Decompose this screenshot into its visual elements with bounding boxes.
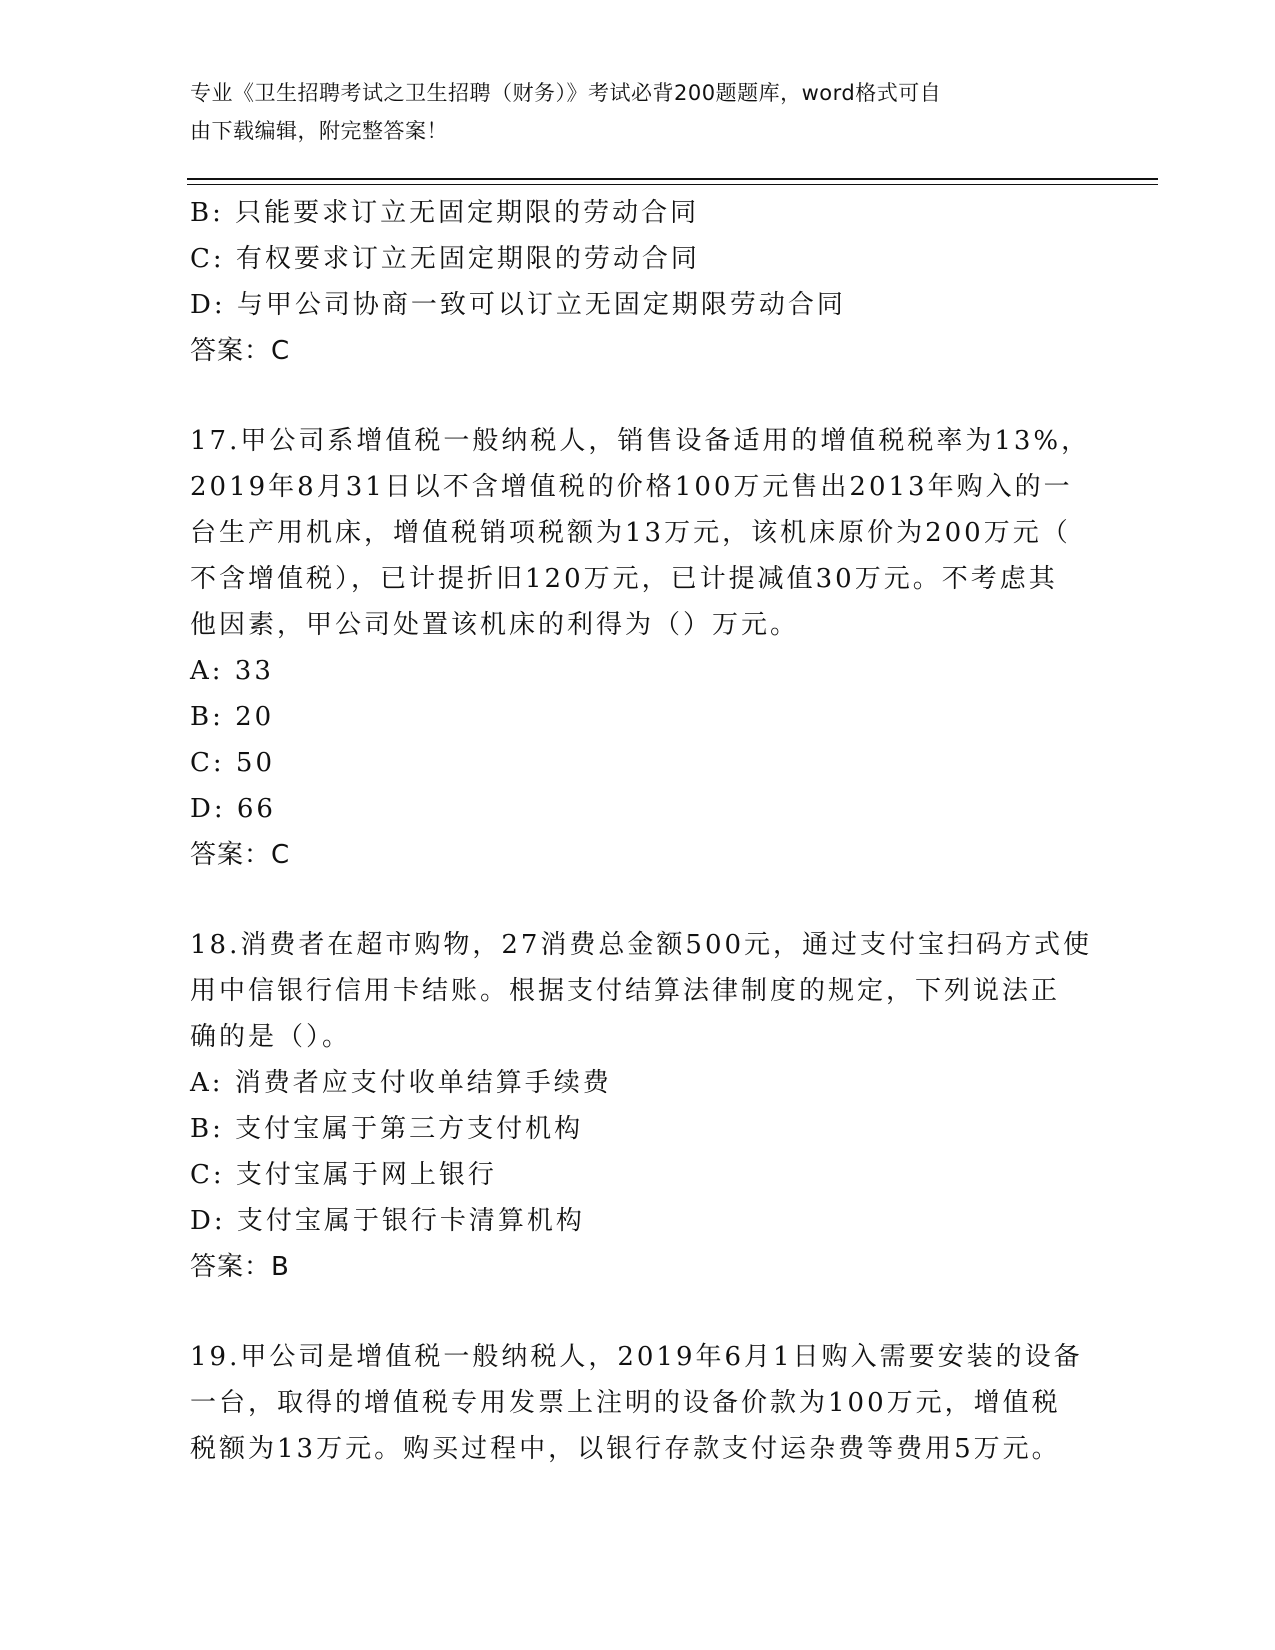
answer: 答案：C <box>190 336 291 366</box>
question-stem-line: 税额为13万元。购买过程中，以银行存款支付运杂费等费用5万元。 <box>190 1434 1061 1464</box>
option-a: A: 33 <box>190 656 274 686</box>
option-b: B: 只能要求订立无固定期限的劳动合同 <box>190 198 700 228</box>
option-d: D: 66 <box>190 794 276 824</box>
option-d: D: 与甲公司协商一致可以订立无固定期限劳动合同 <box>190 290 846 320</box>
question-stem-line: 他因素，甲公司处置该机床的利得为（）万元。 <box>190 610 800 640</box>
option-b: B: 支付宝属于第三方支付机构 <box>190 1114 584 1144</box>
header-line: 由下载编辑，附完整答案！ <box>190 119 448 143</box>
document-header <box>190 74 1090 150</box>
question-17 <box>190 418 1150 878</box>
question-stem-line: 一台，取得的增值税专用发票上注明的设备价款为100万元，增值税 <box>190 1388 1061 1418</box>
option-d: D: 支付宝属于银行卡清算机构 <box>190 1206 585 1236</box>
answer: 答案：B <box>190 1252 290 1282</box>
question-stem-line: 不含增值税），已计提折旧120万元，已计提减值30万元。不考虑其 <box>190 564 1058 594</box>
option-b: B: 20 <box>190 702 275 732</box>
header-rule <box>187 178 1158 180</box>
option-c: C: 50 <box>190 748 276 778</box>
header-rule-thin <box>187 184 1158 185</box>
header-line: 专业《卫生招聘考试之卫生招聘（财务）》考试必背200题题库，word格式可自 <box>190 81 942 105</box>
spacer <box>190 374 1150 418</box>
question-list <box>190 190 1150 1472</box>
question-stem-line: 17.甲公司系增值税一般纳税人，销售设备适用的增值税税率为13%， <box>190 426 1091 456</box>
spacer <box>190 1290 1150 1334</box>
question-16 <box>190 190 1150 374</box>
option-a: A: 消费者应支付收单结算手续费 <box>190 1068 612 1098</box>
option-c: C: 有权要求订立无固定期限的劳动合同 <box>190 244 700 274</box>
question-stem-line: 19.甲公司是增值税一般纳税人，2019年6月1日购入需要安装的设备 <box>190 1342 1083 1372</box>
question-stem-line: 确的是（）。 <box>190 1022 352 1052</box>
question-stem-line: 18.消费者在超市购物，27消费总金额500元，通过支付宝扫码方式使 <box>190 930 1093 960</box>
spacer <box>190 878 1150 922</box>
question-stem-line: 2019年8月31日以不含增值税的价格100万元售出2013年购入的一 <box>190 472 1073 502</box>
question-19 <box>190 1334 1150 1472</box>
question-stem-line: 台生产用机床，增值税销项税额为13万元，该机床原价为200万元（ <box>190 518 1071 548</box>
question-18 <box>190 922 1150 1290</box>
option-c: C: 支付宝属于网上银行 <box>190 1160 497 1190</box>
answer: 答案：C <box>190 840 291 870</box>
question-stem-line: 用中信银行信用卡结账。根据支付结算法律制度的规定，下列说法正 <box>190 976 1061 1006</box>
